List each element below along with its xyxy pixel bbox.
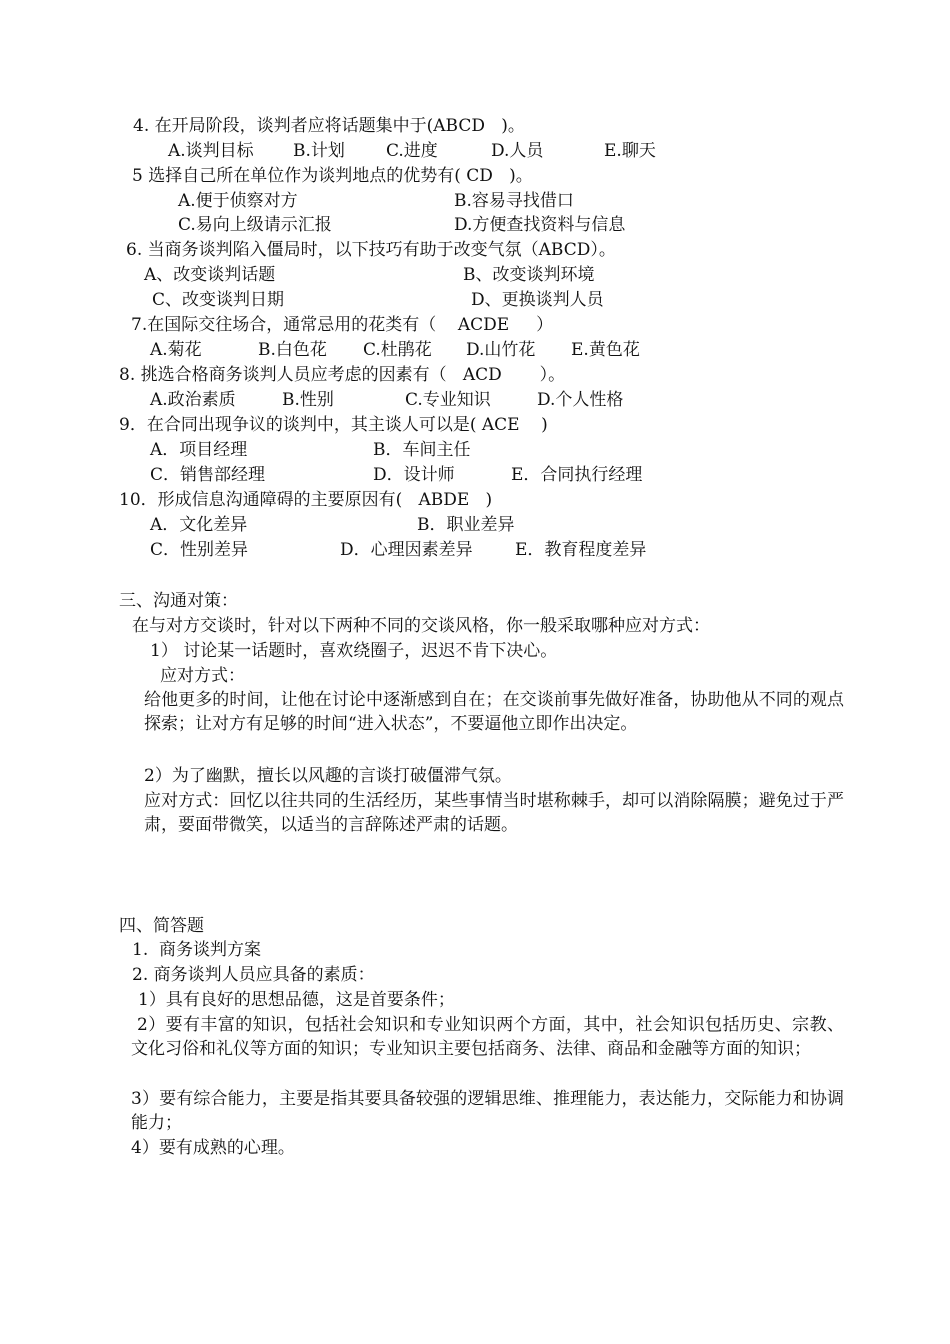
q10-option-a: A．文化差异 bbox=[150, 515, 248, 535]
q8-option-d: D.个人性格 bbox=[537, 390, 624, 410]
q10-option-e: E．教育程度差异 bbox=[515, 540, 647, 560]
q5-option-a: A.便于侦察对方 bbox=[178, 191, 298, 211]
section4-point-3: 3）要有综合能力，主要是指其要具备较强的逻辑思维、推理能力，表达能力，交际能力和协调能力； bbox=[131, 1089, 844, 1133]
q7-stem: 7.在国际交往场合，通常忌用的花类有（ ACDE ） bbox=[131, 315, 554, 335]
q10-stem: 10．形成信息沟通障碍的主要原因有( ABDE ) bbox=[119, 490, 493, 510]
section4-title: 四、简答题 bbox=[119, 916, 204, 936]
q4-option-c: C.进度 bbox=[386, 141, 438, 161]
q6-option-c: C、改变谈判日期 bbox=[152, 290, 285, 310]
section3-item1-answer: 给他更多的时间，让他在讨论中逐渐感到自在；在交谈前事先做好准备，协助他从不同的观点探索；让对方有足够的时间“进入状态”，不要逼他立即作出决定。 bbox=[144, 690, 844, 734]
q9-stem: 9．在合同出现争议的谈判中，其主谈人可以是( ACE ) bbox=[119, 415, 548, 435]
q4-option-a: A.谈判目标 bbox=[168, 141, 254, 161]
q5-option-d: D.方便查找资料与信息 bbox=[454, 215, 626, 235]
q4-option-b: B.计划 bbox=[293, 141, 345, 161]
q7-option-b: B.白色花 bbox=[258, 340, 327, 360]
q6-option-a: A、改变谈判话题 bbox=[144, 265, 276, 285]
section3-title: 三、沟通对策： bbox=[119, 591, 238, 611]
q9-option-e: E．合同执行经理 bbox=[511, 465, 643, 485]
q8-option-c: C.专业知识 bbox=[405, 390, 491, 410]
q7-option-c: C.杜鹃花 bbox=[363, 340, 432, 360]
q7-option-a: A.菊花 bbox=[150, 340, 202, 360]
q6-option-b: B、改变谈判环境 bbox=[463, 265, 595, 285]
q9-option-d: D．设计师 bbox=[373, 465, 455, 485]
section3-item1-label: 应对方式： bbox=[160, 666, 245, 686]
section4-point-4: 4）要有成熟的心理。 bbox=[131, 1138, 295, 1158]
section4-question-2: 2. 商务谈判人员应具备的素质： bbox=[132, 965, 375, 985]
section3-item2: 2）为了幽默，擅长以风趣的言谈打破僵滞气氛。 bbox=[144, 766, 512, 786]
q10-option-b: B．职业差异 bbox=[417, 515, 515, 535]
q8-option-b: B.性别 bbox=[282, 390, 334, 410]
q5-option-b: B.容易寻找借口 bbox=[454, 191, 574, 211]
q8-stem: 8. 挑选合格商务谈判人员应考虑的因素有（ ACD ）。 bbox=[119, 365, 566, 385]
section4-question-1: 1. 商务谈判方案 bbox=[132, 940, 262, 960]
q7-option-d: D.山竹花 bbox=[466, 340, 536, 360]
q4-option-e: E.聊天 bbox=[604, 141, 656, 161]
q7-option-e: E.黄色花 bbox=[571, 340, 640, 360]
q10-option-d: D．心理因素差异 bbox=[340, 540, 473, 560]
q4-stem: 4. 在开局阶段，谈判者应将话题集中于(ABCD )。 bbox=[133, 116, 525, 136]
q10-option-c: C．性别差异 bbox=[150, 540, 249, 560]
q4-option-d: D.人员 bbox=[491, 141, 544, 161]
section4-point-1: 1）具有良好的思想品德，这是首要条件； bbox=[138, 990, 455, 1010]
q6-stem: 6. 当商务谈判陷入僵局时，以下技巧有助于改变气氛（ABCD）。 bbox=[126, 240, 616, 260]
section3-item2-answer: 应对方式：回忆以往共同的生活经历，某些事情当时堪称棘手，却可以消除隔膜；避免过于严肃，要面带微笑，以适当的言辞陈述严肃的话题。 bbox=[144, 791, 844, 835]
q5-stem: 5 选择自己所在单位作为谈判地点的优势有( CD )。 bbox=[132, 166, 533, 186]
q9-option-c: C．销售部经理 bbox=[150, 465, 266, 485]
q6-option-d: D、更换谈判人员 bbox=[471, 290, 604, 310]
q5-option-c: C.易向上级请示汇报 bbox=[178, 215, 332, 235]
section3-intro: 在与对方交谈时，针对以下两种不同的交谈风格，你一般采取哪种应对方式： bbox=[132, 616, 710, 636]
q9-option-b: B．车间主任 bbox=[373, 440, 471, 460]
section4-point-2: 2）要有丰富的知识，包括社会知识和专业知识两个方面，其中，社会知识包括历史、宗教、文化习俗和礼仪等方面的知识；专业知识主要包括商务、法律、商品和金融等方面的知识； bbox=[131, 1015, 844, 1059]
q9-option-a: A．项目经理 bbox=[150, 440, 248, 460]
section3-item1: 1） 讨论某一话题时，喜欢绕圈子，迟迟不肯下决心。 bbox=[150, 641, 558, 661]
q8-option-a: A.政治素质 bbox=[150, 390, 236, 410]
